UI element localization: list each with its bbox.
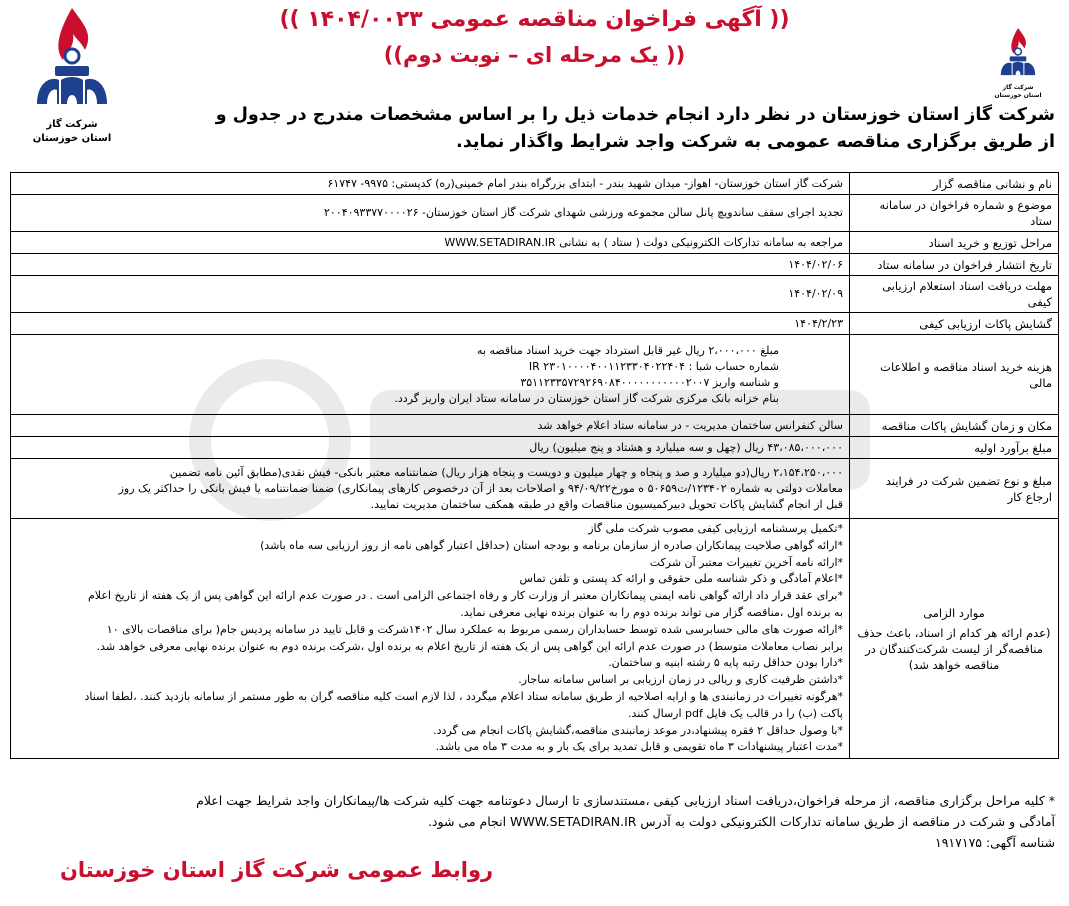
row-label: تاریخ انتشار فراخوان در سامانه ستاد	[850, 254, 1059, 276]
row-value: تجدید اجرای سقف ساندویچ پانل سالن مجموعه ورزشی شهدای شرکت گاز استان خوزستان- ۲۰۰۴۰۹۳۳۷۷۰۰۰۰۲۶	[11, 195, 850, 232]
table-row	[11, 415, 1059, 437]
value-line: و شناسه واریز ۳۵۱۱۲۳۳۵۷۲۹۲۶۹۰۸۴۰۰۰۰۰۰۰۰۰۰۰۲۰۰۷	[520, 375, 779, 389]
requirement-item: *با وصول حداقل ۲ فقره پیشنهاد،در موعد زمانبندی مناقصه،گشایش پاکات انجام می گردد.	[433, 723, 843, 737]
row-label	[850, 519, 1059, 759]
tender-title: (( آگهی فراخوان مناقصه عمومی ۱۴۰۴/۰۰۲۳ ))	[279, 7, 790, 32]
value-line: ۲،۱۵۴،۲۵۰،۰۰۰ ریال(دو میلیارد و صد و پنجاه و چهار میلیون و دویست و پنجاه هزار ریال) ضمانتنامه معتبر بانکی- فیش نقدی(مطابق آئین نامه تضمین	[169, 465, 843, 479]
intro-paragraph	[14, 102, 1055, 156]
row-value	[11, 519, 850, 759]
row-label: گشایش پاکات ارزیابی کیفی	[850, 313, 1059, 335]
footer-line: آمادگی و شرکت در مناقصه از طریق سامانه تدارکات الکترونیکی دولت به آدرس WWW.SETADIRAN.IR انجام می شود.	[427, 814, 1055, 829]
table-row	[11, 276, 1059, 313]
row-label: مکان و زمان گشایش پاکات مناقصه	[850, 415, 1059, 437]
row-label: مبلغ و نوع تضمین شرکت در فرایند ارجاع کار	[850, 459, 1059, 519]
intro-line: شرکت گاز استان خوزستان در نظر دارد انجام خدمات ذیل را بر اساس مشخصات مندرج در جدول و	[215, 105, 1055, 125]
row-label: مراحل توزیع و خرید اسناد	[850, 232, 1059, 254]
row-value: ۴۳،۰۸۵،۰۰۰،۰۰۰ ریال (چهل و سه میلیارد و هشتاد و پنج میلیون) ریال	[11, 437, 850, 459]
logo-caption: استان خوزستان	[994, 92, 1042, 99]
logo-caption: استان خوزستان	[32, 133, 112, 144]
ad-id: شناسه آگهی: ۱۹۱۷۱۷۵	[935, 835, 1055, 850]
row-label: مبلغ برآورد اولیه	[850, 437, 1059, 459]
value-line: بنام خزانه بانک مرکزی شرکت گاز استان خوزستان در سامانه ستاد ایران واریز گردد.	[394, 391, 779, 405]
requirement-item: *هرگونه تغییرات در زمانبندی ها و ارایه اصلاحیه از طریق سامانه ستاد اعلام میگردد ، لذا لازم است کلیه مناقصه گران به طور مستمر از سامانه بازدید کنند. ،لطفا اسناد	[84, 689, 843, 703]
requirement-item: پاکت (ب) را در قالب یک فایل pdf ارسال کنند.	[627, 706, 843, 720]
row-value: ۱۴۰۴/۲/۲۳	[11, 313, 850, 335]
logo-caption: شرکت گاز	[1002, 84, 1034, 91]
requirement-item: *تکمیل پرسشنامه ارزیابی کیفی مصوب شرکت ملی گاز	[588, 522, 843, 535]
footer-notes	[14, 790, 1055, 853]
row-value: ۱۴۰۴/۰۲/۰۹	[11, 276, 850, 313]
row-value: سالن کنفرانس ساختمان مدیریت - در سامانه ستاد اعلام خواهد شد	[11, 415, 850, 437]
row-value: مراجعه به سامانه تدارکات الکترونیکی دولت ( ستاد ) به نشانی WWW.SETADIRAN.IR	[11, 232, 850, 254]
requirement-item: *مدت اعتبار پیشنهادات ۳ ماه تقویمی و قابل تمدید برای یک بار و به مدت ۳ ماه می باشد.	[435, 740, 843, 754]
requirement-item: *دارا بودن حداقل رتبه پایه ۵ رشته ابنیه و ساختمان.	[608, 656, 843, 670]
table-row	[11, 459, 1059, 519]
requirement-item: *ارائه صورت های مالی حسابرسی شده توسط حسابداران رسمی مربوط به عملکرد سال ۱۴۰۲شرکت و قابل تایید در سامانه پردیس جام( برای مناقصات بالای ۱۰	[106, 622, 843, 636]
row-value: ۱۴۰۴/۰۲/۰۶	[11, 254, 850, 276]
row-value: شرکت گاز استان خوزستان- اهواز- میدان شهید بندر - ابتدای بزرگراه بندر امام خمینی(ره) کدپستی: ۹۹۷۵- ۶۱۷۴۷	[11, 173, 850, 195]
table-row	[11, 437, 1059, 459]
intro-line: از طریق برگزاری مناقصه عمومی به شرکت واجد شرایط واگذار نماید.	[456, 132, 1055, 152]
value-line: شماره حساب شبا : IR ۲۳۰۱۰۰۰۰۴۰۰۱۱۲۳۳۰۴۰۲۲۴۰۴	[528, 359, 779, 373]
gas-flame-logo-icon	[995, 26, 1041, 80]
row-value	[11, 335, 850, 415]
value-line: معاملات دولتی به شماره ۱۲۳۴۰۲/ت۵۰۶۵۹ ه مورخ۹۴/۰۹/۲۲ و اصلاحات بعد از آن درخصوص کارهای پیمانکاری) ضمنا ضمانتنامه یا فیش بانکی را حداکثر یک روز	[118, 481, 843, 495]
table-row	[11, 335, 1059, 415]
table-row	[11, 313, 1059, 335]
row-value	[11, 459, 850, 519]
label-line: موارد الزامی	[923, 605, 985, 620]
table-row	[11, 195, 1059, 232]
table-row	[11, 519, 1059, 759]
table-row	[11, 254, 1059, 276]
requirement-item: *ارائه نامه آخرین تغییرات معتبر آن شرکت	[649, 555, 843, 569]
public-relations-signature: روابط عمومی شرکت گاز استان خوزستان	[60, 858, 494, 882]
label-line: (عدم ارائه هر کدام از اسناد، باعث حذف مناقصه‌گر از لیست شرکت‌کنندگان در مناقصه خواهد شد)	[857, 625, 1051, 672]
requirement-item: *ارائه گواهی صلاحیت پیمانکاران صادره از سازمان برنامه و بودجه استان (حداقل اعتبار گواهی نامه از روز ارزیابی سه ماه باشد)	[260, 538, 843, 552]
requirement-item: به برنده اول ،مناقصه گزار می تواند برنده دوم را به عنوان برنده نهایی معرفی نماید.	[460, 605, 843, 619]
gas-flame-logo-icon	[27, 4, 117, 114]
row-label: مهلت دریافت اسناد استعلام ارزیابی کیفی	[850, 276, 1059, 313]
table-row	[11, 232, 1059, 254]
requirement-item: برابر نصاب معاملات متوسط) در صورت عدم ارائه این گواهی پس از یک هفته از تاریخ اعلام به برنده اول ،شرکت برنده دوم به عنوان برنده نهایی معرفی خواهد شد.	[96, 639, 843, 653]
value-line: مبلغ ۲،۰۰۰،۰۰۰ ریال غیر قابل استرداد جهت خرید اسناد مناقصه به	[477, 343, 779, 357]
requirement-item: *اعلام آمادگی و ذکر شناسه ملی حقوقی و ارائه کد پستی و تلفن تماس	[519, 572, 843, 586]
row-label: موضوع و شماره فراخوان در سامانه ستاد	[850, 195, 1059, 232]
logo-caption: شرکت گاز	[46, 119, 98, 130]
table-row	[11, 173, 1059, 195]
tender-subtitle: (( یک مرحله ای – نوبت دوم))	[383, 43, 686, 67]
tender-details-table	[10, 172, 1059, 759]
requirement-item: *برای عقد قرار داد ارائه گواهی نامه ایمنی پیمانکاران معتبر از وزارت کار و رفاه اجتماعی الزامی است . در صورت عدم ارائه این گواهی پس از یک هفته از تاریخ اعلام	[87, 589, 843, 603]
value-line: قبل از انجام گشایش پاکات تحویل دبیرکمیسیون مناقصات واقع در طبقه همکف ساختمان مدیریت نمایید.	[370, 497, 843, 511]
company-logo-right	[985, 26, 1051, 100]
footer-line: * کلیه مراحل برگزاری مناقصه، از مرحله فراخوان،دریافت اسناد ارزیابی کیفی ،مستندسازی تا ارسال دعوتنامه جهت کلیه شرکت ها/پیمانکاران واجد شرایط جهت اعلام	[196, 793, 1055, 808]
requirement-item: *داشتن ظرفیت کاری و ریالی در زمان ارزیابی بر اساس سامانه ساجار.	[518, 673, 843, 687]
row-label: نام و نشانی مناقصه گزار	[850, 173, 1059, 195]
row-label: هزینه خرید اسناد مناقصه و اطلاعات مالی	[850, 335, 1059, 415]
